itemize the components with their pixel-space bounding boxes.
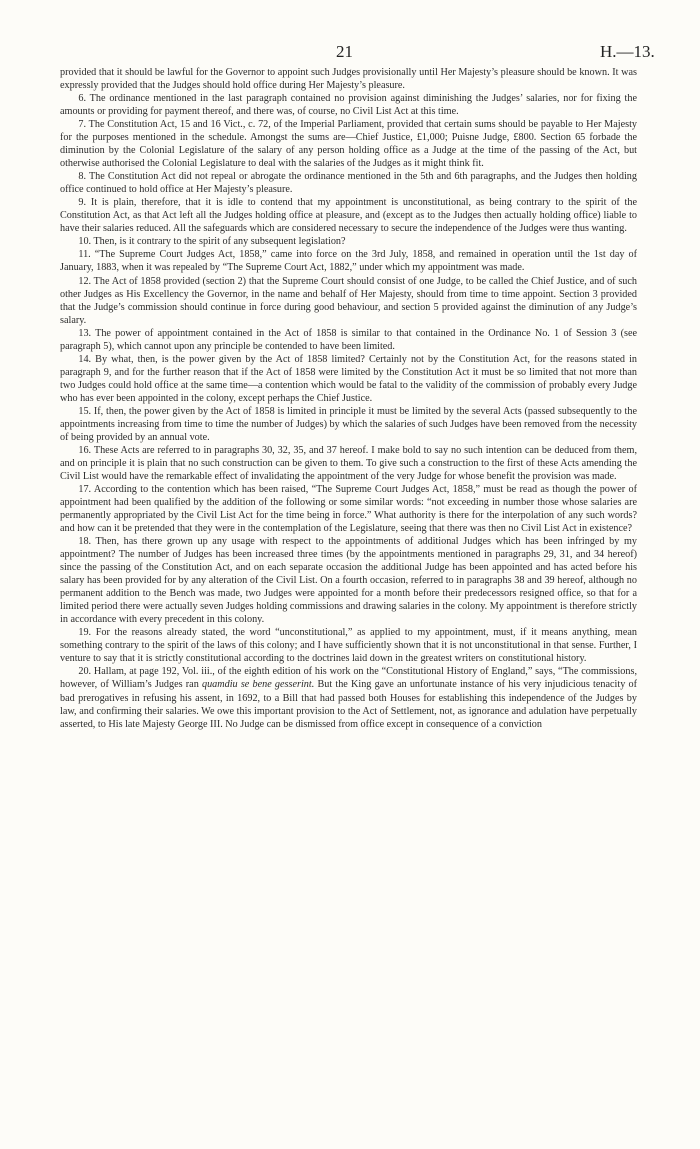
paragraph-17: 17. According to the contention which has been raised, “The Supreme Court Judges Act, 1858,” must be read as though the power of appointment had been qualified by the addition of the following or some similar words: “not exceeding in number those whose salaries are permanently appropriated by the Civil List Act for the time being in force.” What authority is there for the interpolation of any such words? and how can it be pretended that they were in the contemplation of the Legislature, seeing that there was then no Civil List Act in existence? bbox=[60, 484, 637, 535]
paragraph-continued: provided that it should be lawful for the Governor to appoint such Judges provisionally until Her Majesty’s pleasure should be known. It was expressly provided that the Judges should hold office during Her Majesty’s pleasure. bbox=[60, 67, 637, 92]
paragraph-12: 12. The Act of 1858 provided (section 2) that the Supreme Court should consist of one Judge, to be called the Chief Justice, and of such other Judges as His Excellency the Governor, in the name and behalf of Her Majesty, should from time to time appoint. Section 3 provided that the Judge’s commission should continue in force during good behaviour, and section 5 provided against the diminution of any Judge’s salary. bbox=[60, 275, 637, 326]
paragraph-15: 15. If, then, the power given by the Act of 1858 is limited in principle it must be limited by the several Acts (passed subsequently to the appointments increasing from time to time the number of Judges) by which the salaries of such Judges have been removed from the necessity of being provided by an annual vote. bbox=[60, 405, 637, 443]
paragraph-14: 14. By what, then, is the power given by the Act of 1858 limited? Certainly not by the Constitution Act, for the reasons stated in paragraph 9, and for the further reason that if the Act of 1858 were limited by the Constitution Act it must be so limited that not more than two Judges could hold office at the same time—a contention which would be fatal to the validity of the commission of probably every Judge who has ever been appointed in the colony, except perhaps the Chief Justice. bbox=[60, 353, 637, 404]
page-number: 21 bbox=[336, 42, 353, 61]
document-body bbox=[60, 66, 637, 1141]
latin-phrase: quamdiu se bene gesserint. bbox=[201, 679, 315, 691]
paragraph-20 bbox=[60, 665, 637, 730]
paragraph-18: 18. Then, has there grown up any usage with respect to the appointments of additional Judges which has been infringed by my appointment? The number of Judges has been increased three times (by the appointments mentioned in paragraphs 29, 31, and 34 hereof) since the passing of the Constitution Act, and on each separate occasion the additional Judge has been appointed and has acted before his salary has been provided for by any alteration of the Civil List. On a fourth occasion, referred to in paragraphs 38 and 39 hereof, although no permanent addition to the Bench was made, two Judges were appointed for a month before their predecessors resigned office, so that for a limited period there were actually seven Judges holding commissions and drawing salaries in the colony. My appointment is therefore strictly in accordance with every precedent in this colony. bbox=[60, 536, 637, 626]
paragraph-16: 16. These Acts are referred to in paragraphs 30, 32, 35, and 37 hereof. I make bold to say no such intention can be deduced from them, and on principle it is plain that no such construction can be given to them. To give such a construction to the first of these Acts amending the Civil List would have the remarkable effect of invalidating the appointment of the very Judge for whose benefit the provision was made. bbox=[60, 444, 637, 482]
paragraph-8: 8. The Constitution Act did not repeal or abrogate the ordinance mentioned in the 5th and 6th paragraphs, and the Judges then holding office continued to hold office at Her Majesty’s pleasure. bbox=[60, 171, 637, 196]
paragraph-20-text-start: 20. Hallam, at page 192, Vol. iii., of the eighth edition of his work on the “Constitutional History of England,” says, “The commissions, however, of William’s Judges ran bbox=[60, 666, 637, 691]
document-reference: H.—13. bbox=[600, 42, 655, 61]
paragraph-11: 11. “The Supreme Court Judges Act, 1858,” came into force on the 3rd July, 1858, and remained in operation until the 1st day of January, 1883, when it was repealed by “The Supreme Court Act, 1882,” under which my appointment was made. bbox=[60, 249, 637, 274]
paragraph-7: 7. The Constitution Act, 15 and 16 Vict., c. 72, of the Imperial Parliament, provided that certain sums should be payable to Her Majesty for the purposes mentioned in the schedule. Amongst the sums are—Chief Justice, £1,000; Puisne Judge, £800. Section 65 forbade the diminution by the Colonial Legislature of the salary of any person holding office as a Judge at the time of the passing of the Act, but otherwise authorised the Colonial Legislature to deal with the salaries of the Judges as it might think fit. bbox=[60, 119, 637, 170]
paragraph-20-text-end: But the King gave an unfortunate instance of his very injudicious tenacity of bad prerogatives in refusing his assent, in 1692, to a Bill that had passed both Houses for establishing this independence of the Judges by law, and confirming their salaries. We owe this important provision to the Act of Settlement, not, as ignorance and adulation have perpetually asserted, to His late Majesty George III. No Judge can be dismissed from office except in consequence of a conviction bbox=[60, 679, 637, 730]
paragraph-10: 10. Then, is it contrary to the spirit of any subsequent legislation? bbox=[78, 236, 346, 248]
paragraph-19: 19. For the reasons already stated, the word “unconstitutional,” as applied to my appointment, must, if it means anything, mean something contrary to the spirit of the laws of this colony; and I have sufficiently shown that it is not unconstitutional in that sense. Further, I venture to say that it is strictly constitutional according to the doctrines laid down in the greatest writers on constitutional history. bbox=[60, 627, 637, 665]
paragraph-9: 9. It is plain, therefore, that it is idle to contend that my appointment is unconstitutional, as being contrary to the spirit of the Constitution Act, as that Act left all the Judges holding office at pleasure, and (except as to the Judges then actually holding office) liable to have their salaries reduced. All the safeguards which are considered necessary to secure the independence of the Judges were thus wanting. bbox=[60, 197, 637, 235]
paragraph-13: 13. The power of appointment contained in the Act of 1858 is similar to that contained in the Ordinance No. 1 of Session 3 (see paragraph 5), which cannot upon any principle be contended to have been limited. bbox=[60, 327, 637, 352]
paragraph-6: 6. The ordinance mentioned in the last paragraph contained no provision against diminishing the Judges’ salaries, nor for fixing the amounts or providing for payment thereof, and there was, of course, no Civil List Act at this time. bbox=[60, 93, 637, 118]
